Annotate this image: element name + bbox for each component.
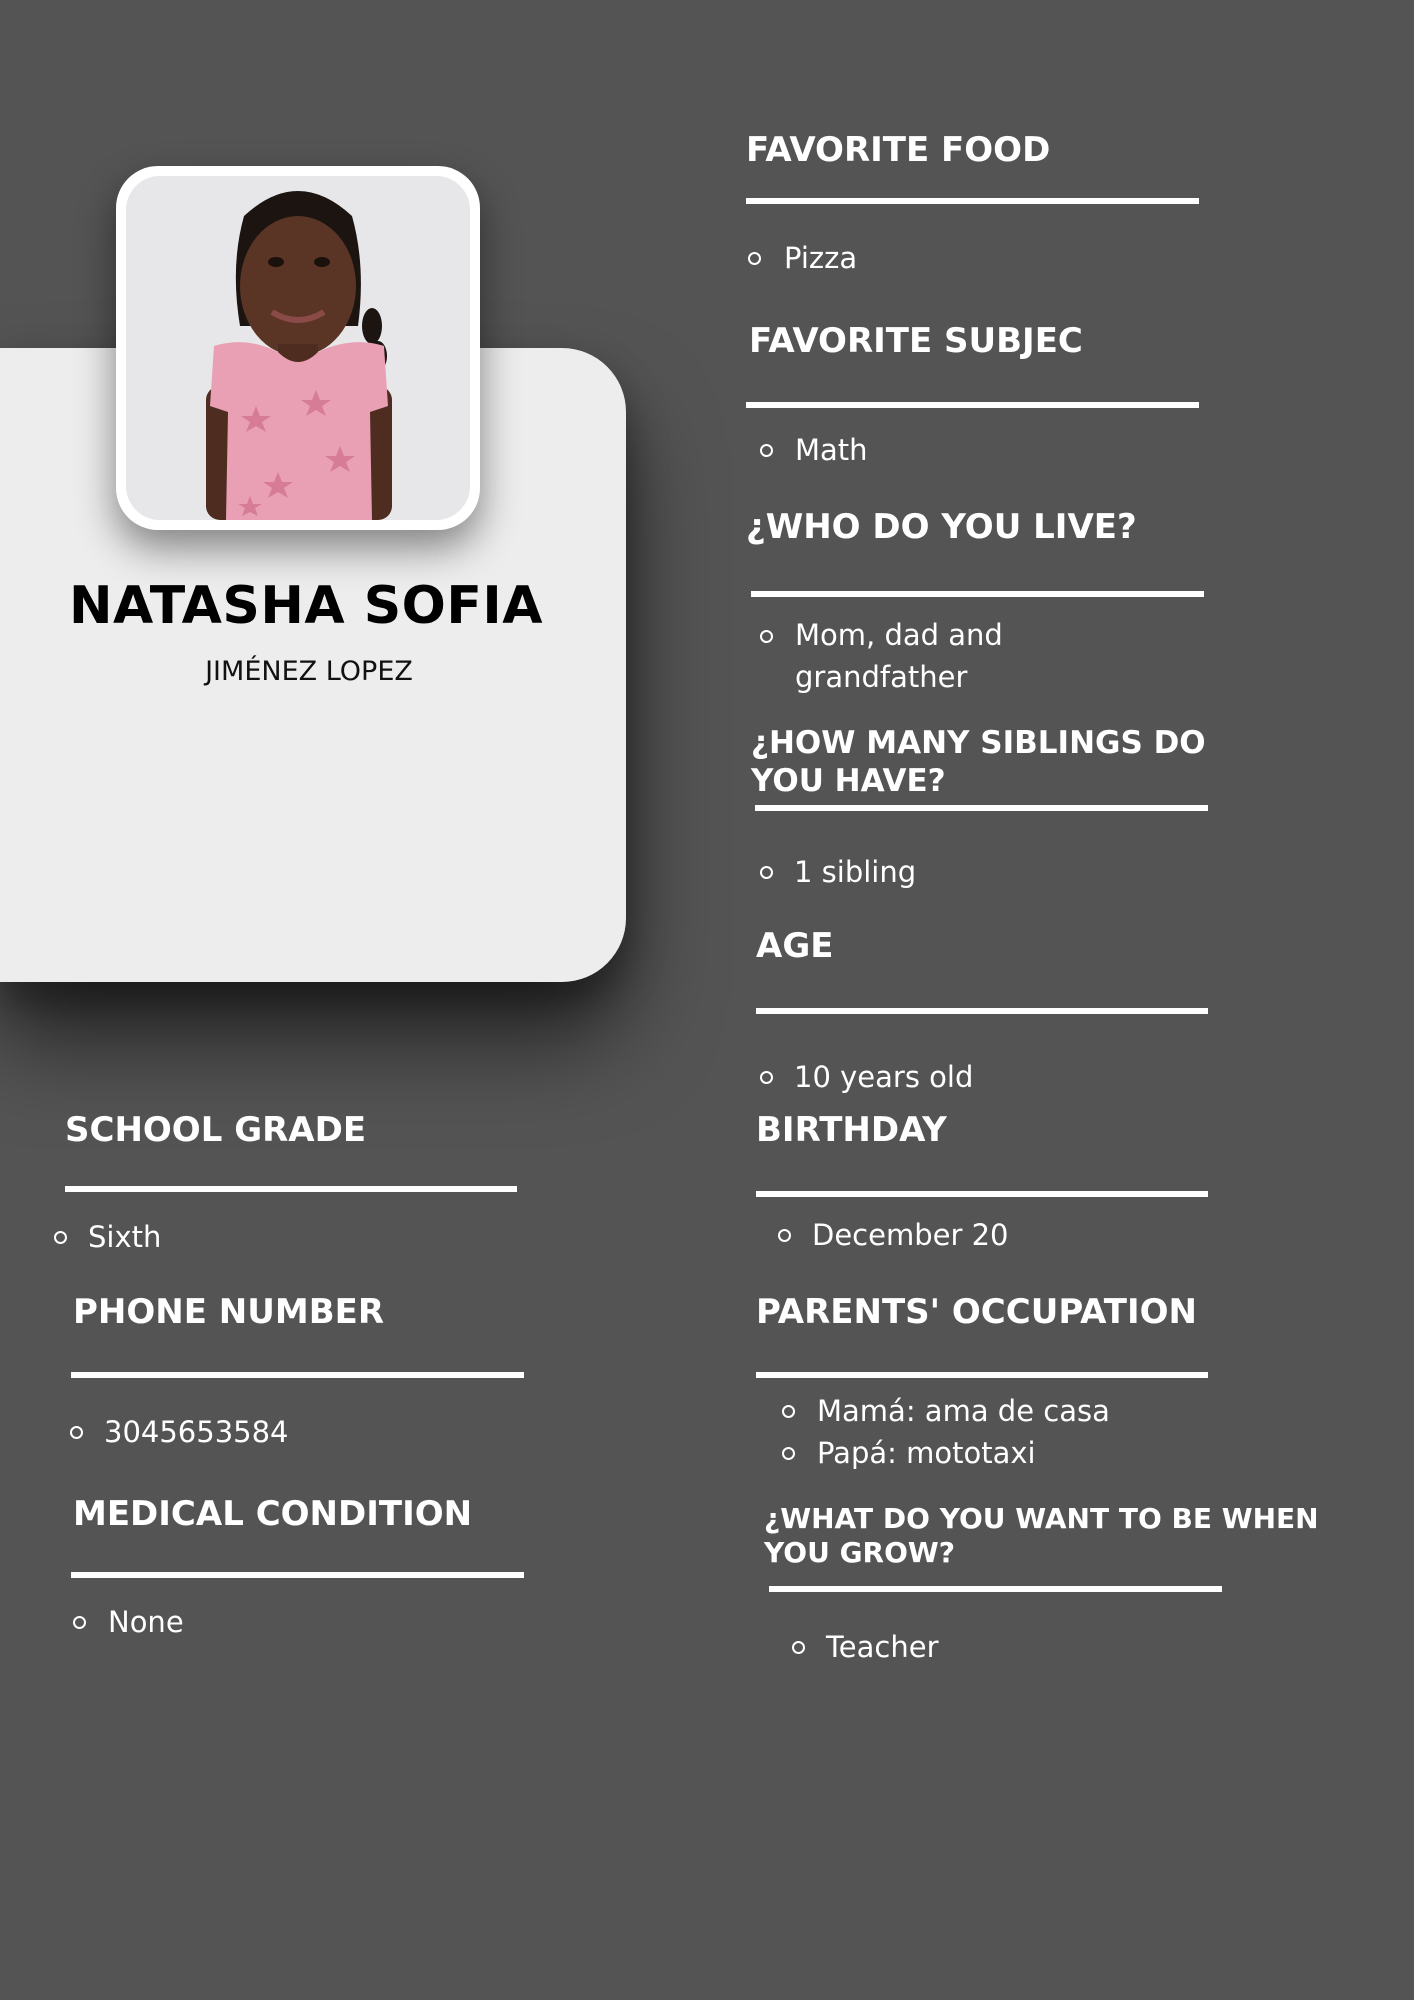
section-divider xyxy=(755,805,1208,811)
profile-photo-frame xyxy=(116,166,480,530)
bullet-icon xyxy=(73,1616,86,1629)
section-divider xyxy=(751,591,1204,597)
section-divider xyxy=(769,1586,1222,1592)
list-item: Teacher xyxy=(826,1630,939,1664)
section-heading: ¿WHO DO YOU LIVE? xyxy=(746,507,1137,547)
list-item: Mamá: ama de casa xyxy=(817,1394,1110,1428)
section-heading: PHONE NUMBER xyxy=(73,1292,385,1332)
list-item-line: grandfather xyxy=(795,660,968,694)
list-item: None xyxy=(108,1605,184,1639)
section-divider xyxy=(71,1572,524,1578)
list-item: Sixth xyxy=(88,1220,162,1254)
section-divider xyxy=(756,1008,1208,1014)
bullet-icon xyxy=(760,444,773,457)
section-divider xyxy=(756,1191,1208,1197)
section-divider xyxy=(71,1372,524,1378)
bullet-icon xyxy=(778,1229,791,1242)
bullet-icon xyxy=(760,1071,773,1084)
section-heading: SCHOOL GRADE xyxy=(65,1110,367,1150)
section-divider xyxy=(756,1372,1208,1378)
list-item: December 20 xyxy=(812,1218,1009,1252)
section-heading: MEDICAL CONDITION xyxy=(73,1494,473,1534)
list-item: 10 years old xyxy=(794,1060,974,1094)
bullet-icon xyxy=(70,1426,83,1439)
bullet-icon xyxy=(760,866,773,879)
bullet-icon xyxy=(782,1405,795,1418)
list-item: Math xyxy=(795,433,868,467)
section-heading-line: YOU GROW? xyxy=(764,1536,956,1569)
section-heading-line: ¿HOW MANY SIBLINGS DO xyxy=(751,725,1206,761)
section-heading: AGE xyxy=(756,926,834,966)
section-heading xyxy=(751,724,1206,800)
list-item: Papá: mototaxi xyxy=(817,1436,1036,1470)
bullet-icon xyxy=(792,1641,805,1654)
section-divider xyxy=(746,198,1199,204)
bullet-icon xyxy=(760,630,773,643)
section-heading: FAVORITE FOOD xyxy=(746,130,1051,170)
list-item: Pizza xyxy=(784,241,858,275)
bullet-icon xyxy=(782,1447,795,1460)
bullet-icon xyxy=(748,252,761,265)
section-divider xyxy=(746,402,1199,408)
section-heading-line: ¿WHAT DO YOU WANT TO BE WHEN xyxy=(764,1502,1319,1535)
section-heading-line: YOU HAVE? xyxy=(751,763,946,799)
list-item: 3045653584 xyxy=(104,1415,289,1449)
section-heading xyxy=(764,1502,1319,1570)
list-item-line: Mom, dad and xyxy=(795,618,1003,652)
bullet-icon xyxy=(54,1231,67,1244)
section-divider xyxy=(65,1186,517,1192)
section-heading: PARENTS' OCCUPATION xyxy=(756,1292,1197,1332)
list-item xyxy=(795,614,1003,698)
student-last-names: JIMÉNEZ LOPEZ xyxy=(205,656,413,687)
profile-photo xyxy=(126,176,470,520)
list-item: 1 sibling xyxy=(794,855,917,889)
section-heading: FAVORITE SUBJEC xyxy=(749,321,1083,361)
student-first-names: NATASHA SOFIA xyxy=(69,576,543,636)
section-heading: BIRTHDAY xyxy=(756,1110,947,1150)
